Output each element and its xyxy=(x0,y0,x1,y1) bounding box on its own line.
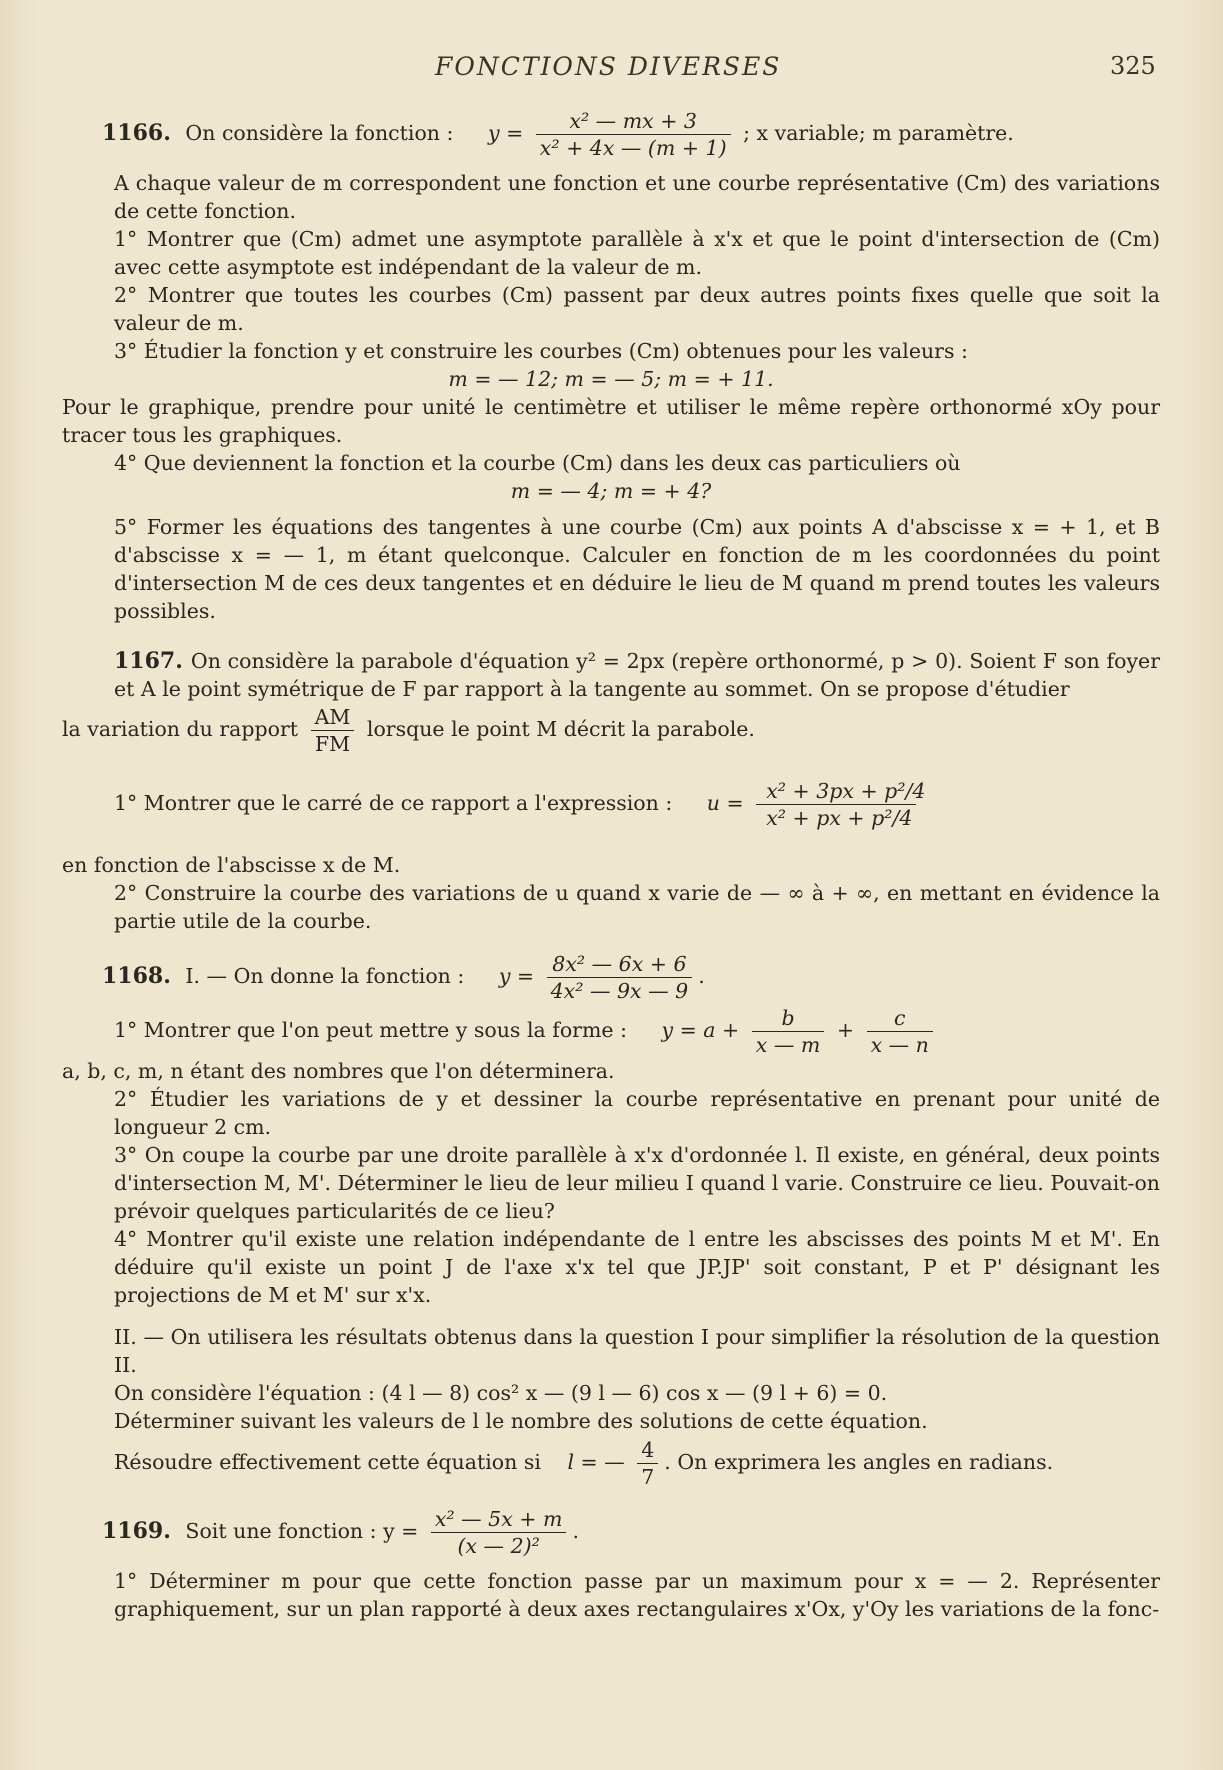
fraction-numerator: 8x² — 6x + 6 xyxy=(547,951,693,978)
ratio-text-after: lorsque le point M décrit la parabole. xyxy=(366,717,755,741)
function-fraction xyxy=(547,951,693,1004)
question-1: 1° Montrer que (Cm) admet une asymptote parallèle à x'x et que le point d'intersection de (Cm) avec cette asymptote est indépendant de la valeur de m. xyxy=(114,227,1160,279)
question-1-end: a, b, c, m, n étant des nombres que l'on déterminera. xyxy=(62,1059,615,1083)
l-numerator: 4 xyxy=(637,1437,658,1464)
form-lhs: y = a + xyxy=(661,1018,740,1042)
u-numerator: x² + 3px + p²/4 xyxy=(756,778,916,805)
function-fraction xyxy=(536,108,731,161)
page-number: 325 xyxy=(1110,52,1156,80)
u-denominator: x² + px + p²/4 xyxy=(766,806,913,830)
form-fraction-c xyxy=(867,1005,933,1058)
problem-1167-intro xyxy=(62,647,1160,703)
problem-intro: On considère la fonction : xyxy=(185,121,454,145)
fraction-numerator: x² — mx + 3 xyxy=(536,108,731,135)
function-fraction xyxy=(431,1506,567,1559)
period: . xyxy=(698,964,705,988)
ratio-fraction xyxy=(311,704,355,757)
question-1: 1° Montrer que le carré de ce rapport a l'expression : xyxy=(114,791,673,815)
question-1: 1° Montrer que l'on peut mettre y sous la forme : xyxy=(114,1018,627,1042)
question-3: 3° On coupe la courbe par une droite parallèle à x'x d'ordonnée l. Il existe, en général, deux points d'intersection M, M'. Déterminer le lieu de leur milieu I quand l varie. Construire ce lieu. Pouvait-on prévoir quelques particularités de ce lieu? xyxy=(114,1143,1160,1223)
period: . xyxy=(572,1519,579,1543)
page-header xyxy=(0,50,1223,90)
ratio-text-before: la variation du rapport xyxy=(62,717,299,741)
special-cases: m = — 4; m = + 4? xyxy=(510,479,712,503)
question-1: 1° Déterminer m pour que cette fonction passe par un maximum pour x = — 2. Représenter graphiquement, sur un plan rapporté à deux axes rectangulaires x'Ox, y'Oy les variations de la fonc- xyxy=(114,1569,1160,1621)
problem-1168 xyxy=(62,949,1160,1489)
ratio-numerator: AM xyxy=(311,704,355,731)
problem-number: 1169. xyxy=(102,1518,171,1544)
problem-1166 xyxy=(62,108,1160,625)
page-content xyxy=(62,108,1160,1623)
question-5: 5° Former les équations des tangentes à une courbe (Cm) aux points A d'abscisse x = + 1, et B d'abscisse x = — 1, m étant quelconque. Calculer en fonction de m les coordonnées du point d'intersection M de ces deux tangentes et en déduire le lieu de M quand m prend toutes les valeurs possibles. xyxy=(114,515,1160,623)
problem-intro: Soit une fonction : y = xyxy=(185,1519,419,1543)
problem-1169 xyxy=(62,1503,1160,1623)
l-value-fraction xyxy=(637,1437,658,1490)
problem-1167 xyxy=(62,647,1160,935)
form-numerator-c: c xyxy=(867,1005,933,1032)
u-lhs: u = xyxy=(706,791,744,815)
problem-number: 1168. xyxy=(102,963,171,989)
graph-note: Pour le graphique, prendre pour unité le centimètre et utiliser le même repère orthonormé xOy pour tracer tous les graphiques. xyxy=(62,395,1160,447)
question-4: 4° Que deviennent la fonction et la courbe (Cm) dans les deux cas particuliers où xyxy=(114,451,961,475)
u-fraction xyxy=(756,778,926,831)
function-lhs: y = xyxy=(487,121,524,145)
form-plus: + xyxy=(836,1018,855,1042)
ratio-denominator: FM xyxy=(314,732,351,756)
form-denominator-b: x — m xyxy=(755,1033,821,1057)
fraction-numerator: x² — 5x + m xyxy=(431,1506,567,1533)
form-denominator-c: x — n xyxy=(870,1033,929,1057)
question-2: 2° Construire la courbe des variations de u quand x varie de — ∞ à + ∞, en mettant en évidence la partie utile de la courbe. xyxy=(114,881,1160,933)
question-4: 4° Montrer qu'il existe une relation indépendante de l entre les abscisses des points M et M'. En déduire qu'il existe un point J de l'axe x'x tel que JP.JP' soit constant, P et P' désignant les projections de M et M' sur x'x. xyxy=(114,1227,1160,1307)
problem-variables: ; x variable; m paramètre. xyxy=(743,121,1014,145)
parameter-values: m = — 12; m = — 5; m = + 11. xyxy=(448,367,774,391)
determine-text: Déterminer suivant les valeurs de l le nombre des solutions de cette équation. xyxy=(114,1409,928,1433)
form-fraction-b xyxy=(752,1005,825,1058)
question-2: 2° Étudier les variations de y et dessiner la courbe représentative en prenant pour unité de longueur 2 cm. xyxy=(114,1087,1160,1139)
problem-text: A chaque valeur de m correspondent une fonction et une courbe représentative (Cm) des variations de cette fonction. xyxy=(114,171,1160,223)
problem-text: On considère la parabole d'équation y² = 2px (repère orthonormé, p > 0). Soient F son foyer et A le point symétrique de F par rapport à la tangente au sommet. On se propose d'étudier xyxy=(114,649,1160,701)
part-ii: II. — On utilisera les résultats obtenus dans la question I pour simplifier la résolution de la question II. xyxy=(114,1325,1160,1377)
fraction-denominator: (x — 2)² xyxy=(457,1534,540,1558)
form-numerator-b: b xyxy=(752,1005,825,1032)
solve-text-before: Résoudre effectivement cette équation si xyxy=(114,1450,541,1474)
problem-number: 1166. xyxy=(102,120,171,146)
running-title: FONCTIONS DIVERSES xyxy=(435,52,782,81)
part-i-intro: I. — On donne la fonction : xyxy=(185,964,465,988)
fraction-denominator: 4x² — 9x — 9 xyxy=(550,979,689,1003)
question-1-end: en fonction de l'abscisse x de M. xyxy=(62,853,401,877)
function-lhs: y = xyxy=(498,964,535,988)
question-3: 3° Étudier la fonction y et construire les courbes (Cm) obtenues pour les valeurs : xyxy=(114,339,968,363)
problem-number: 1167. xyxy=(114,648,183,674)
equation: On considère l'équation : (4 l — 8) cos² x — (9 l — 6) cos x — (9 l + 6) = 0. xyxy=(114,1381,888,1405)
fraction-denominator: x² + 4x — (m + 1) xyxy=(539,136,727,160)
l-denominator: 7 xyxy=(641,1465,655,1489)
solve-text-after: . On exprimera les angles en radians. xyxy=(664,1450,1054,1474)
question-2: 2° Montrer que toutes les courbes (Cm) passent par deux autres points fixes quelle que soit la valeur de m. xyxy=(114,283,1160,335)
l-value-lhs: l = — xyxy=(567,1450,625,1474)
